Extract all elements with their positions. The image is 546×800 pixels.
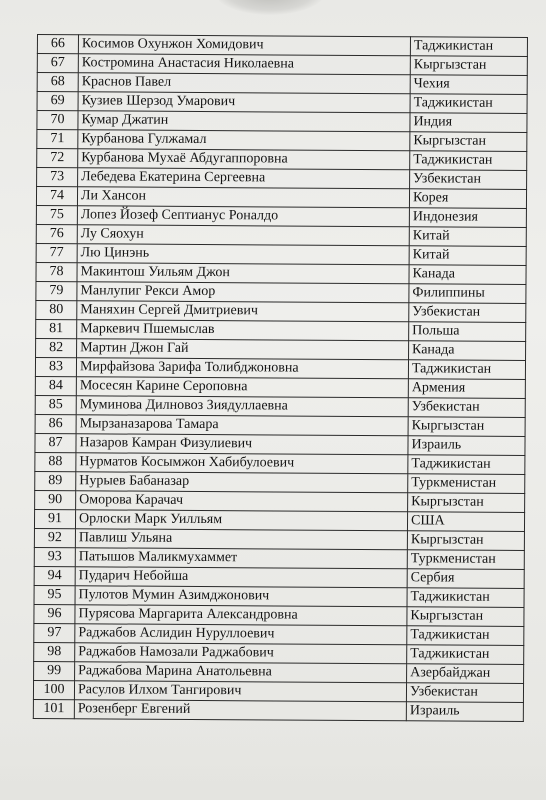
full-name-cell: Курбанова Гулжамал [78, 130, 410, 151]
table-row [35, 490, 525, 512]
table-row [36, 187, 526, 209]
full-name-cell: Мартин Джон Гай [77, 339, 409, 360]
country-cell: Индонезия [409, 208, 526, 228]
row-number-cell: 86 [35, 414, 76, 433]
full-name-cell: Краснов Павел [78, 73, 410, 94]
table-row [34, 566, 524, 588]
row-number-cell: 83 [35, 357, 76, 376]
table-row [35, 471, 525, 493]
full-name-cell: Раджабов Намозали Раджабович [75, 643, 407, 664]
table-row [33, 680, 523, 702]
paper-shadow [215, 0, 325, 15]
table-row [37, 35, 527, 57]
country-cell: Индия [410, 113, 527, 133]
row-number-cell: 99 [34, 661, 75, 680]
table-row [36, 338, 526, 360]
full-name-cell: Мырзаназарова Тамара [76, 415, 408, 436]
full-name-cell: Лебедева Екатерина Сергеевна [78, 168, 410, 189]
country-cell: Израиль [408, 436, 525, 456]
country-cell: Таджикистан [408, 360, 525, 380]
table-row [33, 699, 523, 721]
full-name-cell: Пурясова Маргарита Александровна [75, 605, 407, 626]
row-number-cell: 85 [35, 395, 76, 414]
row-number-cell: 89 [35, 471, 76, 490]
country-cell: Кыргызстан [407, 531, 524, 551]
country-cell: Узбекистан [408, 398, 525, 418]
country-cell: Таджикистан [410, 94, 527, 114]
full-name-cell: Костромина Анастасия Николаевна [78, 54, 410, 75]
table-row [34, 509, 524, 531]
table-row [37, 92, 527, 114]
row-number-cell: 82 [36, 338, 77, 357]
table-row [34, 585, 524, 607]
row-number-cell: 76 [36, 224, 77, 243]
table-row [35, 357, 525, 379]
full-name-cell: Розенберг Евгений [74, 700, 406, 721]
row-number-cell: 78 [36, 262, 77, 281]
row-number-cell: 87 [35, 433, 76, 452]
row-number-cell: 79 [36, 281, 77, 300]
full-name-cell: Ли Хансон [77, 187, 409, 208]
country-cell: Сербия [407, 569, 524, 589]
country-cell: США [407, 512, 524, 532]
row-number-cell: 92 [34, 528, 75, 547]
full-name-cell: Расулов Илхом Тангирович [74, 681, 406, 702]
row-number-cell: 72 [37, 149, 78, 168]
row-number-cell: 81 [36, 319, 77, 338]
table-row [37, 111, 527, 133]
table-row [34, 604, 524, 626]
country-cell: Канада [409, 265, 526, 285]
country-cell: Кыргызстан [408, 417, 525, 437]
full-name-cell: Мосесян Карине Сероповна [76, 377, 408, 398]
country-cell: Армения [408, 379, 525, 399]
row-number-cell: 68 [37, 73, 78, 92]
table-row [35, 414, 525, 436]
full-name-cell: Оморова Карачач [76, 491, 408, 512]
full-name-cell: Павлиш Ульяна [75, 529, 407, 550]
row-number-cell: 80 [36, 300, 77, 319]
row-number-cell: 67 [37, 54, 78, 73]
row-number-cell: 97 [34, 623, 75, 642]
table-row [36, 319, 526, 341]
full-name-cell: Косимов Охунжон Хомидович [78, 35, 410, 56]
row-number-cell: 75 [36, 205, 77, 224]
table-row [35, 452, 525, 474]
full-name-cell: Раджабова Марина Анатольевна [75, 662, 407, 683]
full-name-cell: Манлупиг Рекси Амор [77, 282, 409, 303]
participants-table [33, 34, 528, 722]
table-row [34, 642, 524, 664]
full-name-cell: Лопез Йозеф Септианус Роналдо [77, 206, 409, 227]
country-cell: Корея [409, 189, 526, 209]
table-row [35, 376, 525, 398]
table-row [36, 281, 526, 303]
country-cell: Узбекистан [409, 303, 526, 323]
table-row [36, 205, 526, 227]
table-row [36, 300, 526, 322]
row-number-cell: 95 [34, 585, 75, 604]
table-row [36, 243, 526, 265]
country-cell: Канада [409, 341, 526, 361]
full-name-cell: Курбанова Мухаё Абдугаппоровна [78, 149, 410, 170]
full-name-cell: Назаров Камран Физулиевич [76, 434, 408, 455]
full-name-cell: Кумар Джатин [78, 111, 410, 132]
country-cell: Китай [409, 246, 526, 266]
full-name-cell: Муминова Дилновоз Зиядуллаевна [76, 396, 408, 417]
table-row [37, 168, 527, 190]
country-cell: Польша [409, 322, 526, 342]
country-cell: Китай [409, 227, 526, 247]
country-cell: Азербайджан [407, 664, 524, 684]
table-row [37, 130, 527, 152]
row-number-cell: 73 [37, 168, 78, 187]
row-number-cell: 90 [35, 490, 76, 509]
full-name-cell: Маркевич Пшемыслав [77, 320, 409, 341]
table-row [34, 528, 524, 550]
country-cell: Израиль [406, 702, 523, 722]
country-cell: Таджикистан [410, 151, 527, 171]
country-cell: Таджикистан [408, 455, 525, 475]
row-number-cell: 70 [37, 111, 78, 130]
country-cell: Таджикистан [407, 645, 524, 665]
row-number-cell: 71 [37, 130, 78, 149]
row-number-cell: 96 [34, 604, 75, 623]
table-row [36, 224, 526, 246]
table-row [37, 149, 527, 171]
full-name-cell: Маняхин Сергей Дмитриевич [77, 301, 409, 322]
row-number-cell: 91 [34, 509, 75, 528]
country-cell: Кыргызстан [408, 493, 525, 513]
country-cell: Узбекистан [410, 170, 527, 190]
table-row [34, 547, 524, 569]
full-name-cell: Кузиев Шерзод Умарович [78, 92, 410, 113]
paper-bottom-fade [0, 730, 546, 800]
country-cell: Чехия [410, 75, 527, 95]
participants-table-body [33, 35, 527, 722]
full-name-cell: Мирфайзова Зарифа Толибджоновна [76, 358, 408, 379]
row-number-cell: 77 [36, 243, 77, 262]
country-cell: Кыргызстан [407, 607, 524, 627]
full-name-cell: Нурматов Косымжон Хабибулоевич [76, 453, 408, 474]
country-cell: Кыргызстан [410, 56, 527, 76]
table-row [35, 395, 525, 417]
row-number-cell: 69 [37, 92, 78, 111]
row-number-cell: 66 [37, 35, 78, 54]
full-name-cell: Пударич Небойша [75, 567, 407, 588]
country-cell: Таджикистан [407, 588, 524, 608]
full-name-cell: Раджабов Аслидин Нуруллоевич [75, 624, 407, 645]
country-cell: Туркменистан [408, 474, 525, 494]
row-number-cell: 88 [35, 452, 76, 471]
full-name-cell: Орлоски Марк Уилльям [75, 510, 407, 531]
row-number-cell: 101 [33, 699, 74, 718]
row-number-cell: 74 [36, 187, 77, 206]
country-cell: Таджикистан [410, 37, 527, 57]
full-name-cell: Лю Цинэнь [77, 244, 409, 265]
table-row [34, 623, 524, 645]
full-name-cell: Патышов Маликмухаммет [75, 548, 407, 569]
row-number-cell: 94 [34, 566, 75, 585]
country-cell: Филиппины [409, 284, 526, 304]
row-number-cell: 84 [35, 376, 76, 395]
table-row [37, 73, 527, 95]
row-number-cell: 98 [34, 642, 75, 661]
country-cell: Кыргызстан [410, 132, 527, 152]
country-cell: Таджикистан [407, 626, 524, 646]
table-row [37, 54, 527, 76]
full-name-cell: Нурыев Бабаназар [76, 472, 408, 493]
row-number-cell: 93 [34, 547, 75, 566]
table-row [35, 433, 525, 455]
country-cell: Узбекистан [406, 683, 523, 703]
row-number-cell: 100 [33, 680, 74, 699]
country-cell: Туркменистан [407, 550, 524, 570]
table-row [36, 262, 526, 284]
full-name-cell: Пулотов Мумин Азимджонович [75, 586, 407, 607]
full-name-cell: Лу Сяохун [77, 225, 409, 246]
table-row [34, 661, 524, 683]
full-name-cell: Макинтош Уильям Джон [77, 263, 409, 284]
